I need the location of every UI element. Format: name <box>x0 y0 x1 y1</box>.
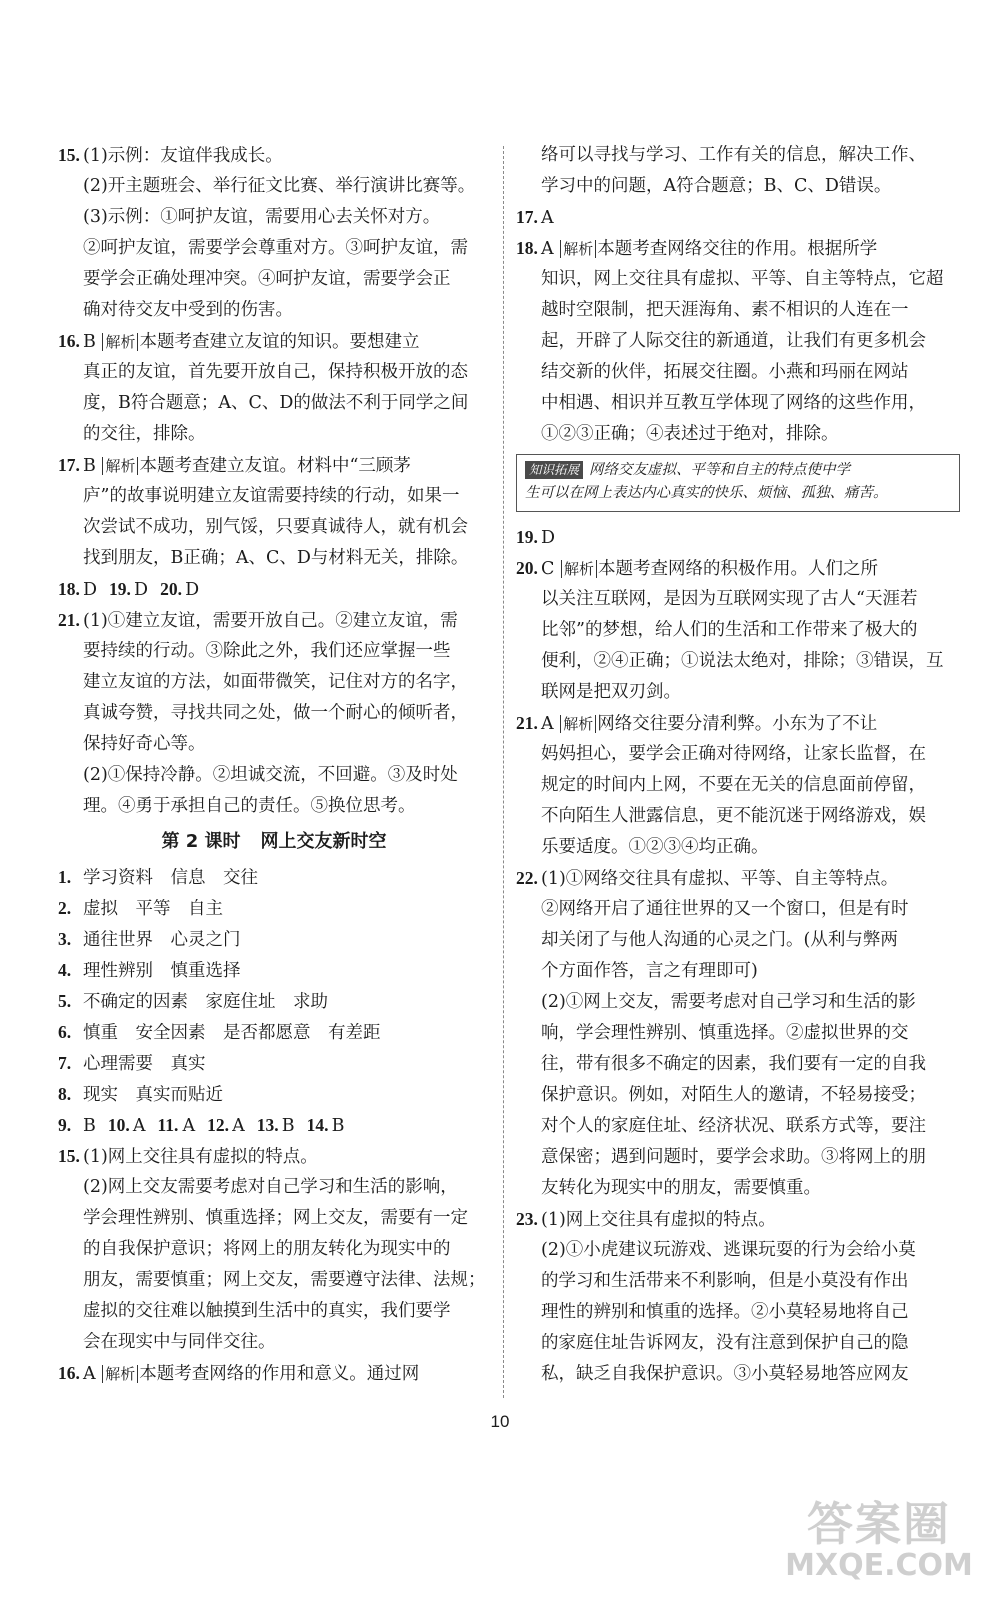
answer-text: 建立友谊的方法，如面带微笑，记住对方的名字， <box>83 672 468 692</box>
watermark-text: 答案圈 <box>807 1497 951 1551</box>
answer-choice: B <box>83 456 102 476</box>
answer-line <box>516 956 960 987</box>
question-number: 6. <box>58 1022 72 1042</box>
answer-text: 便利，②④正确；①说法太绝对，排除；③错误，互 <box>541 651 944 671</box>
answer-text: (1)①网络交往具有虚拟、平等、自主等特点。 <box>541 869 899 889</box>
answer-text: 虚拟 平等 自主 <box>83 899 223 919</box>
answer-choice: B <box>83 1116 96 1136</box>
answer-line <box>516 894 960 925</box>
question-number: 2. <box>58 898 72 918</box>
answer-line <box>516 925 960 956</box>
answer-text: 以关注互联网，是因为互联网实现了古人“天涯若 <box>541 589 918 609</box>
answer-line <box>58 357 490 388</box>
answer-text: 找到朋友，B正确；A、C、D与材料无关，排除。 <box>83 548 469 568</box>
answer-line <box>516 646 960 677</box>
answer-line <box>58 760 490 791</box>
answer-line <box>516 326 960 357</box>
section-title <box>58 822 490 862</box>
answer-line <box>516 388 960 419</box>
answer-text: 网络交往要分清利弊。小东为了不让 <box>597 714 878 734</box>
answer-text: 结交新的伙伴，拓展交往圈。小燕和玛丽在网站 <box>541 362 909 382</box>
answer-line <box>58 1203 490 1234</box>
question-number: 11. <box>157 1115 179 1135</box>
answer-text: 个方面作答，言之有理即可) <box>541 961 758 981</box>
answer-text: 本题考查建立友谊的知识。要想建立 <box>139 332 420 352</box>
answer-line <box>516 1080 960 1111</box>
answer-text: 学会理性辨别、慎重选择；网上交友，需要有一定 <box>83 1208 468 1228</box>
question-number: 17. <box>516 207 538 227</box>
question-number: 16. <box>58 1363 80 1383</box>
answer-line <box>58 1079 490 1110</box>
answer-text: (1)网上交往具有虚拟的特点。 <box>541 1210 776 1230</box>
answer-text: 庐”的故事说明建立友谊需要持续的行动，如果一 <box>83 486 460 506</box>
answer-choice: C <box>541 559 560 579</box>
answer-choice: B <box>331 1116 345 1136</box>
answer-line <box>58 450 490 481</box>
answer-text: (3)示例：①呵护友谊，需要用心去关怀对方。 <box>83 207 441 227</box>
answer-text: 本题考查网络的作用和意义。通过网 <box>139 1364 420 1384</box>
answer-text: 心理需要 真实 <box>83 1054 206 1074</box>
answer-text: 理性的辨别和慎重的选择。②小莫轻易地将自己 <box>541 1302 909 1322</box>
answer-line <box>516 171 960 202</box>
answer-line <box>58 955 490 986</box>
answer-line <box>516 140 960 171</box>
answer-line <box>58 233 490 264</box>
question-number: 9. <box>58 1115 72 1135</box>
question-number: 20. <box>516 558 538 578</box>
answer-text: 越时空限制，把天涯海角、素不相识的人连在一 <box>541 300 909 320</box>
answer-text: 的家庭住址告诉网友，没有注意到保护自己的隐 <box>541 1333 909 1353</box>
answer-text: 保护意识。例如，对陌生人的邀请，不轻易接受； <box>541 1085 926 1105</box>
answer-line <box>58 667 490 698</box>
answer-line <box>516 233 960 264</box>
answer-text: 真诚夸赞，寻找共同之处，做一个耐心的倾听者， <box>83 703 468 723</box>
left-answers-unit1 <box>58 140 490 822</box>
answer-line <box>516 1173 960 1204</box>
answer-line <box>58 295 490 326</box>
answer-text: 通往世界 心灵之门 <box>83 930 241 950</box>
question-number: 21. <box>58 610 80 630</box>
question-number: 20. <box>160 579 182 599</box>
answer-line <box>58 924 490 955</box>
knowledge-box <box>516 454 960 512</box>
question-number: 3. <box>58 929 72 949</box>
question-number: 1. <box>58 867 72 887</box>
page-number: 10 <box>490 1412 510 1431</box>
answer-text: 知识，网上交往具有虚拟、平等、自主等特点，它超 <box>541 269 944 289</box>
answer-line <box>516 1142 960 1173</box>
answer-text: ①②③正确；④表述过于绝对，排除。 <box>541 424 839 444</box>
answer-line <box>58 729 490 760</box>
question-number: 22. <box>516 868 538 888</box>
answer-line <box>516 553 960 584</box>
question-number: 7. <box>58 1053 72 1073</box>
answer-line <box>58 326 490 357</box>
section-name: 网上交友新时空 <box>260 831 387 852</box>
answer-choice: B <box>281 1116 295 1136</box>
question-number: 17. <box>58 455 80 475</box>
answer-text: 次尝试不成功，别气馁，只要真诚待人，就有机会 <box>83 517 468 537</box>
answer-text: 规定的时间内上网，不要在无关的信息面前停留， <box>541 775 926 795</box>
answer-line <box>516 677 960 708</box>
answer-line <box>58 1327 490 1358</box>
answer-line <box>516 863 960 894</box>
answer-choice: A <box>83 1364 102 1384</box>
answer-line <box>58 1017 490 1048</box>
answer-line <box>58 698 490 729</box>
answer-line <box>58 388 490 419</box>
answer-text: 确对待交友中受到的伤害。 <box>83 300 293 320</box>
knowledge-tag: 知识拓展 <box>525 461 583 479</box>
answer-line <box>58 1296 490 1327</box>
answer-line <box>58 791 490 822</box>
column-divider <box>503 146 504 1398</box>
answer-line <box>516 1328 960 1359</box>
answer-line <box>516 1018 960 1049</box>
answer-line <box>58 543 490 574</box>
answer-text: 妈妈担心，要学会正确对待网络，让家长监督，在 <box>541 744 926 764</box>
answer-line <box>516 801 960 832</box>
answer-line <box>516 832 960 863</box>
answer-text: 理。④勇于承担自己的责任。⑤换位思考。 <box>83 796 416 816</box>
answer-text: ②网络开启了通往世界的又一个窗口，但是有时 <box>541 899 909 919</box>
answer-line <box>516 1266 960 1297</box>
answer-choice: A <box>541 714 560 734</box>
answer-text: 虚拟的交往难以触摸到生活中的真实，我们要学 <box>83 1301 451 1321</box>
answer-line <box>58 986 490 1017</box>
analysis-tag: 解析 <box>560 715 596 733</box>
question-number: 21. <box>516 713 538 733</box>
answer-choice: A <box>182 1116 196 1136</box>
answer-text: 本题考查网络的积极作用。人们之所 <box>597 559 878 579</box>
answer-text: 保持好奇心等。 <box>83 734 206 754</box>
answer-line <box>58 574 490 605</box>
answer-line <box>58 1265 490 1296</box>
answer-line <box>516 419 960 450</box>
analysis-tag: 解析 <box>102 333 138 351</box>
right-answers-top <box>516 140 960 450</box>
answer-text: 联网是把双刃剑。 <box>541 682 681 702</box>
answer-line <box>516 1235 960 1266</box>
answer-line <box>516 264 960 295</box>
answer-line <box>516 584 960 615</box>
answer-line <box>516 615 960 646</box>
left-answers-unit2 <box>58 862 490 1389</box>
answer-text: 会在现实中与同伴交往。 <box>83 1332 276 1352</box>
answer-line <box>516 522 960 553</box>
answer-text: 响，学会理性辨别、慎重选择。②虚拟世界的交 <box>541 1023 909 1043</box>
answer-text: 现实 真实而贴近 <box>83 1085 223 1105</box>
answer-text: 对个人的家庭住址、经济状况、联系方式等，要注 <box>541 1116 926 1136</box>
answer-line <box>516 708 960 739</box>
answer-text: 朋友，需要慎重；网上交友，需要遵守法律、法规； <box>83 1270 486 1290</box>
answer-text: (2)网上交友需要考虑对自己学习和生活的影响， <box>83 1177 458 1197</box>
answer-line <box>58 264 490 295</box>
answer-choice: A <box>232 1116 245 1136</box>
left-column <box>58 140 490 1389</box>
answer-line <box>58 605 490 636</box>
answer-text: 的交往，排除。 <box>83 424 206 444</box>
answer-text: 的学习和生活带来不利影响，但是小莫没有作出 <box>541 1271 909 1291</box>
answer-line <box>58 862 490 893</box>
answer-line <box>58 1141 490 1172</box>
answer-text: 学习中的问题，A符合题意；B、C、D错误。 <box>541 176 892 196</box>
answer-text: (2)①保持冷静。②坦诚交流，不回避。③及时处 <box>83 765 458 785</box>
answer-text: 本题考查网络交往的作用。根据所学 <box>597 239 878 259</box>
answer-line <box>516 1111 960 1142</box>
answer-text: (2)①网上交友，需要考虑对自己学习和生活的影 <box>541 992 916 1012</box>
answer-line <box>58 481 490 512</box>
answer-choice: D <box>134 580 149 600</box>
answer-line <box>58 1110 490 1141</box>
question-number: 4. <box>58 960 72 980</box>
answer-line <box>58 1048 490 1079</box>
answer-text: ②呵护友谊，需要学会尊重对方。③呵护友谊，需 <box>83 238 468 258</box>
answer-line <box>516 1049 960 1080</box>
answer-text: 度，B符合题意；A、C、D的做法不利于同学之间 <box>83 393 469 413</box>
answer-line <box>58 636 490 667</box>
answer-line <box>516 357 960 388</box>
knowledge-line-1: 网络交友虚拟、平等和自主的特点使中学 <box>589 462 851 478</box>
answer-text: A <box>541 208 554 228</box>
analysis-tag: 解析 <box>102 1365 138 1383</box>
question-number: 12. <box>207 1115 230 1135</box>
question-number: 16. <box>58 331 80 351</box>
question-number: 23. <box>516 1209 538 1229</box>
answer-text: 却关闭了与他人沟通的心灵之门。(从利与弊两 <box>541 930 898 950</box>
question-number: 15. <box>58 145 80 165</box>
question-number: 5. <box>58 991 72 1011</box>
answer-text: 本题考查建立友谊。材料中“三顾茅 <box>139 456 411 476</box>
watermark-url: MXQE.COM <box>785 1548 973 1583</box>
question-number: 8. <box>58 1084 72 1104</box>
answer-text: (2)①小虎建议玩游戏、逃课玩耍的行为会给小莫 <box>541 1240 916 1260</box>
answer-line <box>58 202 490 233</box>
answer-text: 要学会正确处理冲突。④呵护友谊，需要学会正 <box>83 269 451 289</box>
analysis-tag: 解析 <box>560 240 596 258</box>
watermark-logo <box>776 1488 982 1592</box>
answer-text: (1)示例：友谊伴我成长。 <box>83 146 283 166</box>
question-number: 18. <box>516 238 538 258</box>
answer-text: 友转化为现实中的朋友，需要慎重。 <box>541 1178 821 1198</box>
answer-line <box>516 1297 960 1328</box>
answer-text: 慎重 安全因素 是否都愿意 有差距 <box>83 1023 381 1043</box>
answer-text: (1)网上交往具有虚拟的特点。 <box>83 1147 318 1167</box>
answer-line <box>516 739 960 770</box>
answer-line <box>516 202 960 233</box>
answer-text: 理性辨别 慎重选择 <box>83 961 241 981</box>
question-number: 14. <box>306 1115 329 1135</box>
answer-line <box>58 419 490 450</box>
answer-text: 不向陌生人泄露信息，更不能沉迷于网络游戏，娱 <box>541 806 926 826</box>
question-number: 10. <box>107 1115 130 1135</box>
answer-text: 络可以寻找与学习、工作有关的信息，解决工作、 <box>541 145 926 165</box>
question-number: 18. <box>58 579 80 599</box>
answer-choice: D <box>83 580 98 600</box>
question-number: 15. <box>58 1146 80 1166</box>
answer-text: 私，缺乏自我保护意识。③小莫轻易地答应网友 <box>541 1364 909 1384</box>
answer-line <box>58 1234 490 1265</box>
answer-line <box>58 1358 490 1389</box>
analysis-tag: 解析 <box>561 560 597 578</box>
knowledge-line-2: 生可以在网上表达内心真实的快乐、烦恼、孤独、痛苦。 <box>525 485 888 501</box>
right-column <box>516 140 960 1390</box>
answer-line <box>58 140 490 171</box>
answer-line <box>58 893 490 924</box>
answer-choice: A <box>132 1116 146 1136</box>
answer-line <box>58 171 490 202</box>
answer-text: 往，带有很多不确定的因素，我们要有一定的自我 <box>541 1054 926 1074</box>
answer-text: 起，开辟了人际交往的新通道，让我们有更多机会 <box>541 331 926 351</box>
answer-text: 学习资料 信息 交往 <box>83 868 258 888</box>
right-answers-bottom <box>516 522 960 1390</box>
analysis-tag: 解析 <box>102 457 138 475</box>
answer-text: D <box>541 528 556 548</box>
answer-text: 要持续的行动。③除此之外，我们还应掌握一些 <box>83 641 451 661</box>
answer-line <box>516 770 960 801</box>
answer-text: 的自我保护意识；将网上的朋友转化为现实中的 <box>83 1239 451 1259</box>
answer-line <box>58 512 490 543</box>
answer-choice: B <box>83 332 102 352</box>
answer-line <box>516 987 960 1018</box>
answer-text: 真正的友谊，首先要开放自己，保持积极开放的态 <box>83 362 468 382</box>
question-number: 13. <box>256 1115 279 1135</box>
answer-text: 意保密；遇到问题时，要学会求助。③将网上的朋 <box>541 1147 926 1167</box>
answer-text: (1)①建立友谊，需要开放自己。②建立友谊，需 <box>83 611 458 631</box>
section-lesson: 第 2 课时 <box>161 831 241 852</box>
answer-text: 中相遇、相识并互教互学体现了网络的这些作用， <box>541 393 926 413</box>
answer-text: 比邻”的梦想，给人们的生活和工作带来了极大的 <box>541 620 918 640</box>
question-number: 19. <box>109 579 131 599</box>
answer-text: 乐要适度。①②③④均正确。 <box>541 837 769 857</box>
answer-text: (2)开主题班会、举行征文比赛、举行演讲比赛等。 <box>83 176 476 196</box>
answer-choice: D <box>185 580 200 600</box>
answer-text: 不确定的因素 家庭住址 求助 <box>83 992 328 1012</box>
question-number: 19. <box>516 527 538 547</box>
answer-line <box>516 1359 960 1390</box>
answer-line <box>516 1204 960 1235</box>
answer-choice: A <box>541 239 560 259</box>
answer-line <box>58 1172 490 1203</box>
answer-line <box>516 295 960 326</box>
